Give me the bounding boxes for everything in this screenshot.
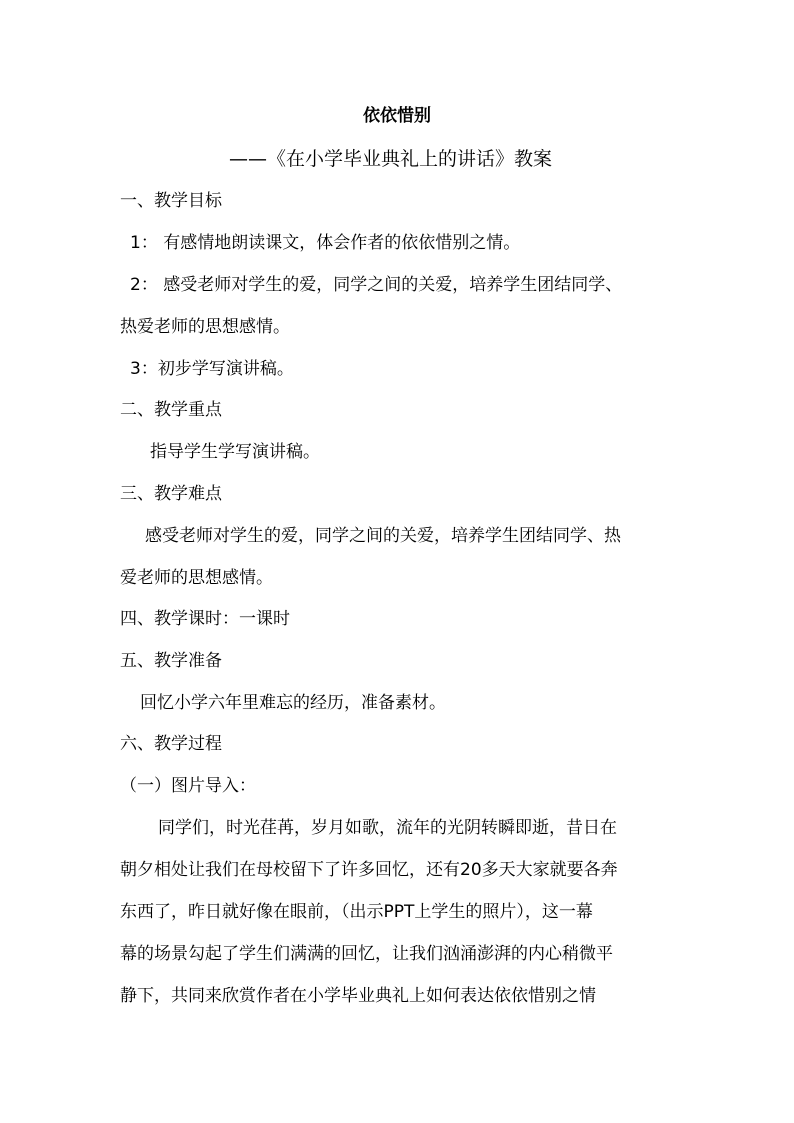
difficulties-text-line-1: 感受老师对学生的爱，同学之间的关爱，培养学生团结同学、热 [145, 526, 621, 546]
intro-paragraph-line-1: 同学们，时光荏苒，岁月如歌，流年的光阴转瞬即逝，昔日在 [158, 818, 617, 838]
process-subheading-1: （一）图片导入： [120, 776, 256, 796]
difficulties-text-line-2: 爱老师的思想感情。 [120, 568, 273, 588]
intro-paragraph-line-4: 幕的场景勾起了学生们满满的回忆，让我们汹涌澎湃的内心稍微平 [120, 944, 613, 964]
intro-paragraph-line-3: 东西了，昨日就好像在眼前，（出示PPT上学生的照片），这一幕 [120, 902, 593, 922]
objective-item-3: 3：初步学写演讲稿。 [130, 359, 294, 379]
section-heading-preparation: 五、教学准备 [120, 651, 222, 671]
document-subtitle: ——《在小学毕业典礼上的讲话》教案 [229, 148, 553, 170]
section-duration: 四、教学课时：一课时 [120, 609, 290, 629]
section-heading-objectives: 一、教学目标 [120, 191, 222, 211]
objective-item-2-line-1: 2： 感受老师对学生的爱，同学之间的关爱，培养学生团结同学、 [130, 275, 623, 295]
document-title: 依依惜别 [363, 106, 431, 126]
section-heading-process: 六、教学过程 [120, 734, 222, 754]
section-heading-key-points: 二、教学重点 [120, 400, 222, 420]
preparation-text: 回忆小学六年里难忘的经历，准备素材。 [140, 693, 446, 713]
section-heading-difficulties: 三、教学难点 [120, 484, 222, 504]
objective-item-2-line-2: 热爱老师的思想感情。 [120, 317, 290, 337]
intro-paragraph-line-2: 朝夕相处让我们在母校留下了许多回忆，还有20多天大家就要各奔 [120, 860, 618, 880]
intro-paragraph-line-5: 静下，共同来欣赏作者在小学毕业典礼上如何表达依依惜别之情 [120, 986, 596, 1006]
objective-item-1: 1： 有感情地朗读课文，体会作者的依依惜别之情。 [130, 233, 521, 253]
key-points-text: 指导学生学写演讲稿。 [150, 442, 320, 462]
